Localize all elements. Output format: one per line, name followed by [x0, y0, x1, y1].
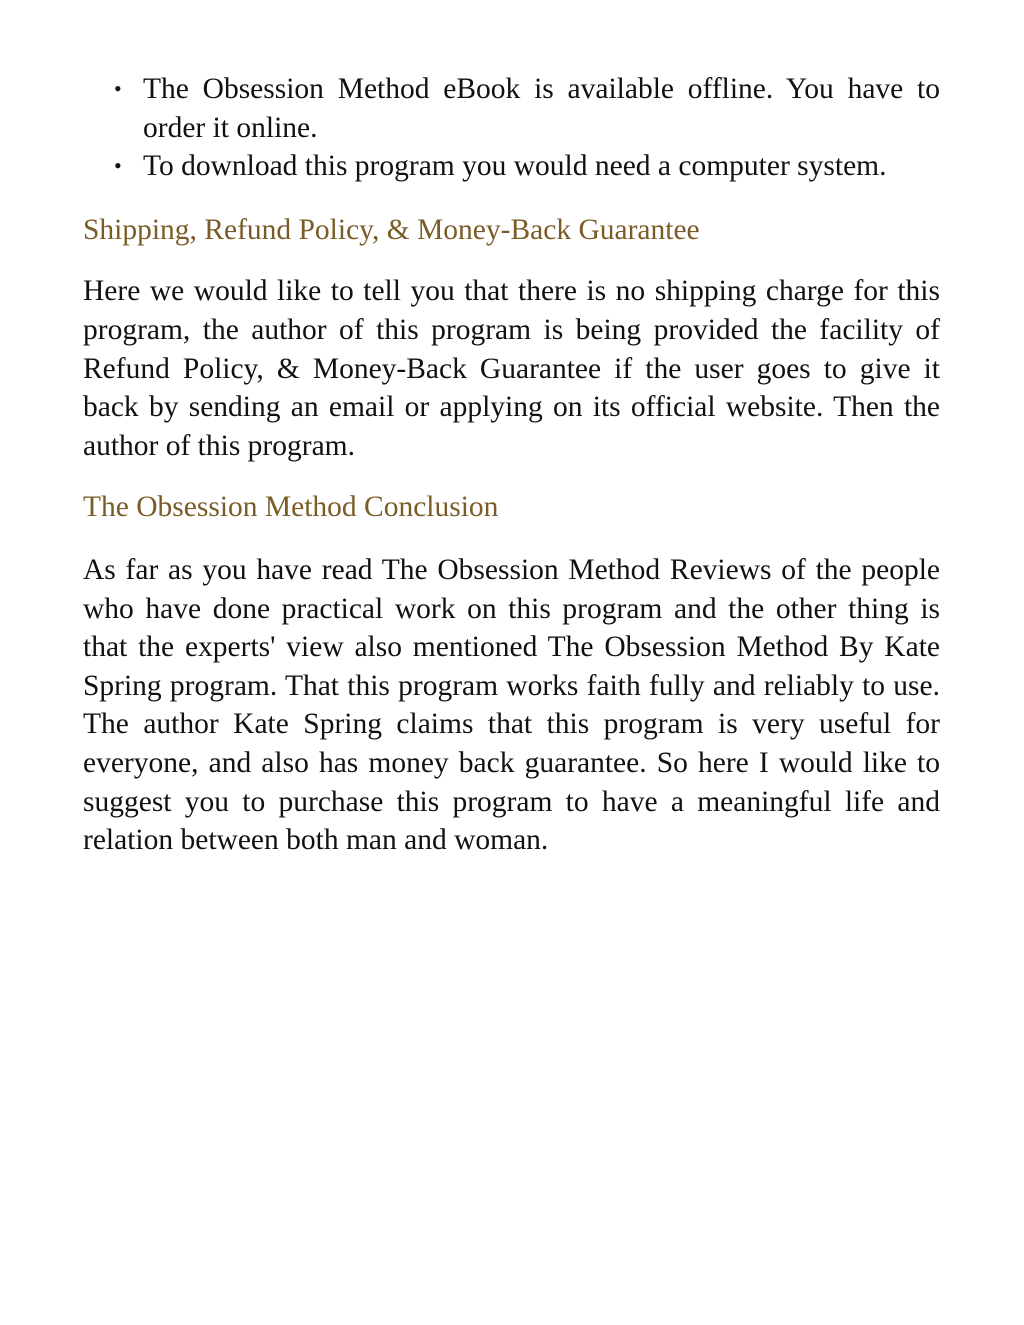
- bullet-icon: •: [114, 76, 122, 101]
- document-page: [83, 70, 940, 860]
- section-heading-conclusion: The Obsession Method Conclusion: [83, 491, 499, 524]
- section-paragraph-shipping: Here we would like to tell you that there is no shipping charge for this program, the author of this program is being provided the facility of Refund Policy, & Money-Back Guarantee if the user goes to give it back by sending an email or applying on its official website. Then the author of this program.: [83, 275, 940, 462]
- list-item-text: To download this program you would need a computer system.: [143, 150, 887, 183]
- bullet-icon: •: [114, 153, 122, 179]
- section-heading-shipping: Shipping, Refund Policy, & Money-Back Guarantee: [83, 213, 700, 246]
- list-item: [83, 70, 940, 147]
- list-item: [83, 147, 940, 186]
- list-item-text: The Obsession Method eBook is available offline. You have to order it online.: [143, 73, 940, 144]
- requirements-list: [83, 70, 940, 186]
- section-paragraph-conclusion: As far as you have read The Obsession Method Reviews of the people who have done practical work on this program and the other thing is that the experts' view also mentioned The Obsession Method By Kate Spring program. That this program works faith fully and reliably to use. The author Kate Spring claims that this program is very useful for everyone, and also has money back guarantee. So here I would like to suggest you to purchase this program to have a meaningful life and relation between both man and woman.: [83, 553, 940, 857]
